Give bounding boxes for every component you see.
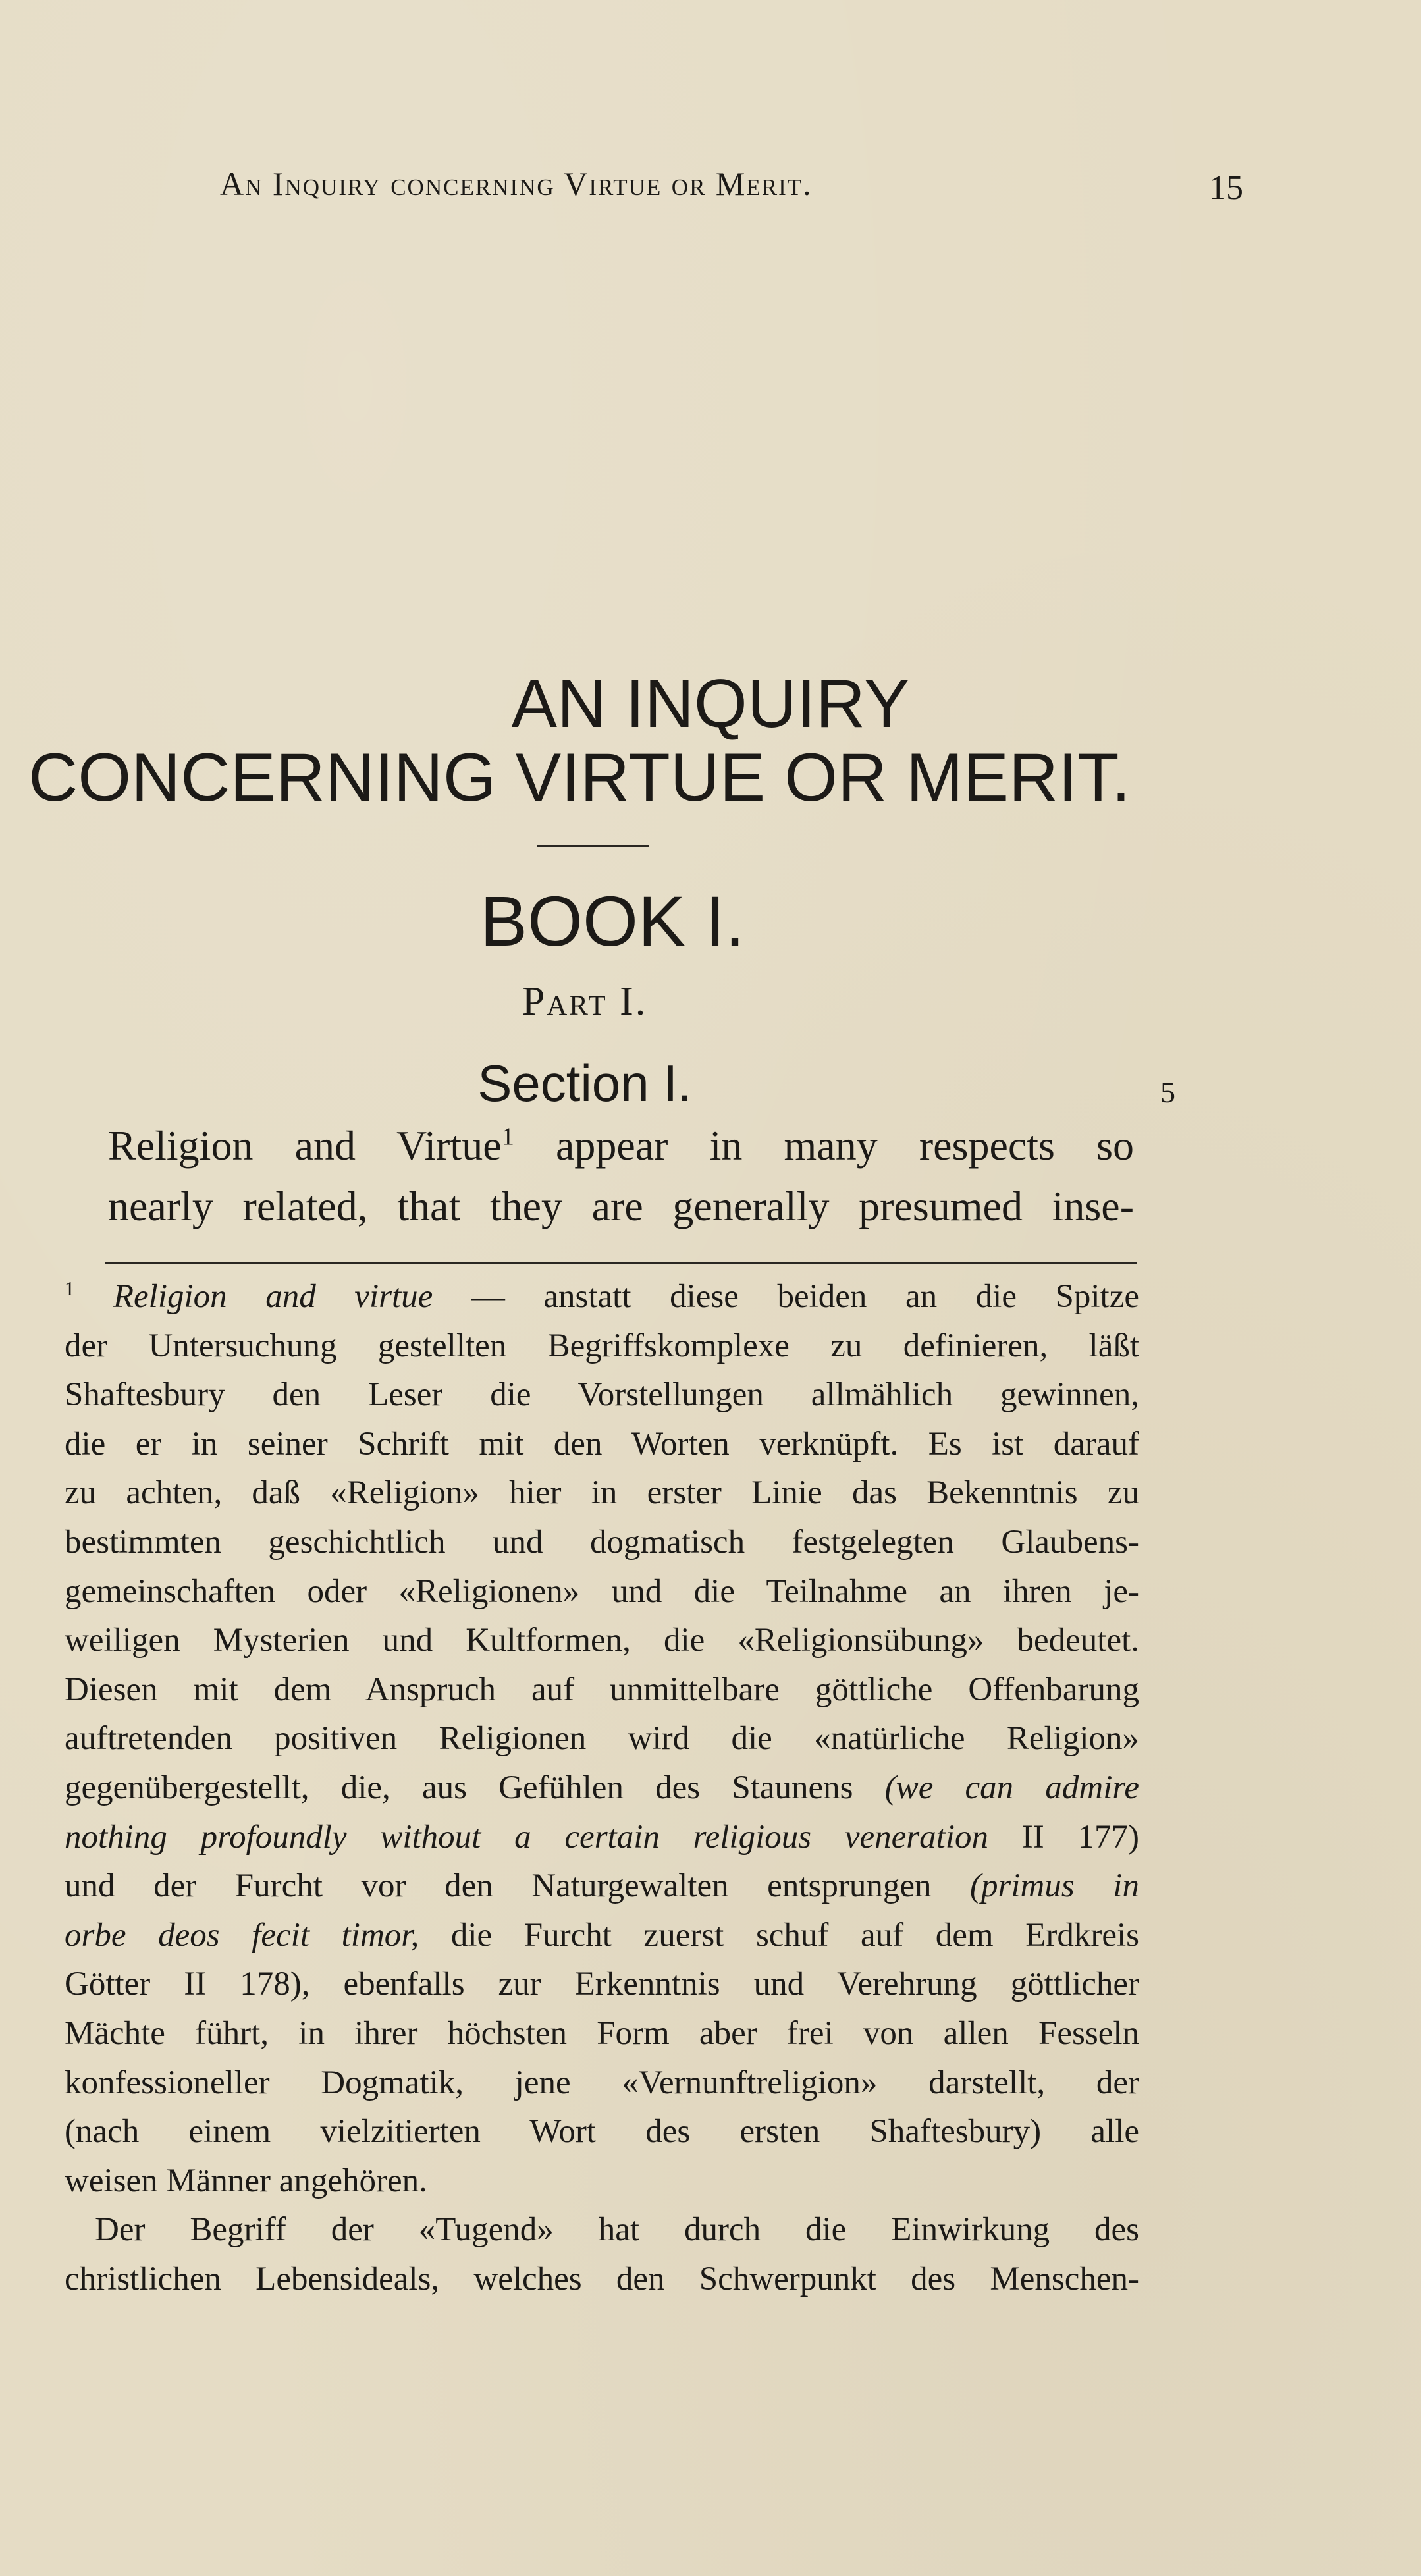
footnote-line: Der Begriff der «Tugend» hat durch die Einwirkung des [95,2211,1139,2249]
section-heading: Section I. [477,1054,692,1112]
footnote-line [36,1862,1139,1911]
footnote-reference: 1 [501,1123,514,1151]
footnote-line: Mächte führt, in ihrer höchsten Form aber frei von allen Fesseln [65,2014,1139,2052]
footnote-italic: nothing profoundly without a certain religious veneration [65,1818,988,1856]
book-heading: BOOK I. [479,881,745,961]
footnote-line: konfessioneller Dogmatik, jene «Vernunftreligion» darstellt, der [65,2064,1139,2101]
footnote-line [36,1763,1139,1813]
body-line [108,1117,1134,1175]
footnote-line [36,1813,1139,1862]
footnote-italic: (primus in [970,1867,1139,1905]
footnote-line: auftretenden positiven Religionen wird die «natürliche Religion» [65,1720,1139,1758]
footnote [36,1272,1139,2303]
footnote-italic: (we can admire [884,1769,1139,1806]
footnote-line: der Untersuchung gestellten Begriffskomplexe zu definieren, läßt [65,1327,1139,1364]
body-text: Religion and Virtue [108,1122,502,1169]
footnote-text: II 177) [988,1818,1139,1856]
footnote-line: weisen Männer angehören. [65,2162,427,2199]
footnote-line [36,1272,1139,1322]
footnote-line: die er in seiner Schrift mit den Worten verknüpft. Es ist darauf [65,1425,1139,1462]
footnote-text: gegenübergestellt, die, aus Gefühlen des Staunens [65,1769,885,1806]
footnote-line: (nach einem vielzitierten Wort des ersten Shaftesbury) alle [65,2113,1139,2151]
body-text: appear in many respects so [514,1122,1135,1169]
footnote-line: zu achten, daß «Religion» hier in erster Linie das Bekenntnis zu [65,1474,1139,1512]
footnote-line: Diesen mit dem Anspruch auf unmittelbare göttliche Offenbarung [65,1671,1139,1708]
running-header: An Inquiry concerning Virtue or Merit. [220,165,813,202]
footnote-line: gemeinschaften oder «Religionen» und die Teilnahme an ihren je- [65,1572,1139,1610]
footnote-line: weiligen Mysterien und Kultformen, die «Religionsübung» bedeutet. [65,1622,1139,1659]
title-line-1: AN INQUIRY [511,666,910,742]
footnote-text: die Furcht zuerst schuf auf dem Erdkreis [419,1916,1139,1954]
footnote-line: christlichen Lebensideals, welches den Schwerpunkt des Menschen- [65,2260,1139,2297]
footnote-rule [105,1262,1137,1264]
footnote-italic: Religion and virtue [113,1278,433,1315]
margin-line-number: 5 [1160,1075,1175,1109]
footnote-line: Shaftesbury den Leser die Vorstellungen allmählich gewinnen, [65,1376,1139,1414]
footnote-italic: orbe deos fecit timor, [65,1916,419,1954]
footnote-line: Götter II 178), ebenfalls zur Erkenntnis und Verehrung göttlicher [65,1966,1139,2003]
body-line: nearly related, that they are generally presumed inse- [108,1183,1134,1229]
footnote-marker: 1 [65,1277,75,1300]
footnote-line: bestimmten geschichtlich und dogmatisch festgelegten Glaubens- [65,1523,1139,1561]
footnote-text: — anstatt diese beiden an die Spitze [433,1278,1140,1315]
title-line-2: CONCERNING VIRTUE OR MERIT. [28,739,1131,816]
part-heading: Part I. [522,979,648,1024]
footnote-line [36,1911,1139,1960]
footnote-text: und der Furcht vor den Naturgewalten entsprungen [65,1867,971,1905]
page-number: 15 [1209,169,1243,207]
title-rule [537,845,649,847]
